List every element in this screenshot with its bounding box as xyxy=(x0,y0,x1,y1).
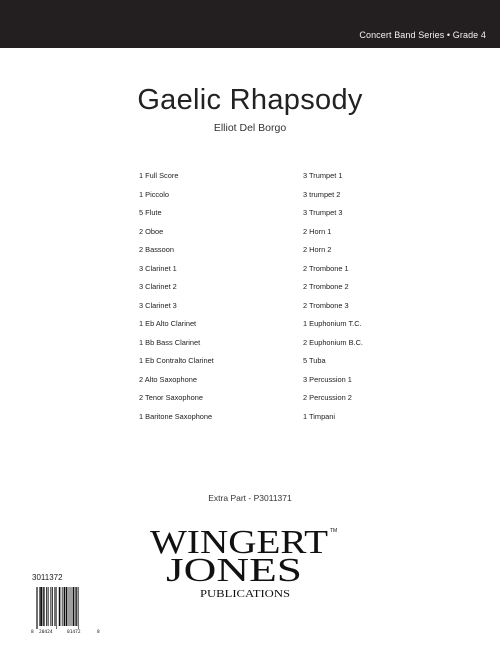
barcode-bar xyxy=(37,587,38,629)
header-bar xyxy=(0,0,500,48)
publisher-name-line1: WINGERT xyxy=(150,524,329,561)
publisher-name-line3: PUBLICATIONS xyxy=(200,589,290,600)
part-item: 2 Trombone 3 xyxy=(303,300,349,310)
barcode-bar xyxy=(46,587,47,626)
barcode-bar xyxy=(73,587,75,626)
barcode-bar xyxy=(56,587,57,629)
part-item: 2 Trombone 2 xyxy=(303,282,349,291)
part-item: 1 Bb Bass Clarinet xyxy=(139,337,201,347)
part-item: 3 Clarinet 1 xyxy=(139,263,177,273)
barcode-bar xyxy=(59,587,60,626)
barcode-digit-right: 8 xyxy=(97,630,100,635)
part-item: 5 Flute xyxy=(139,208,162,217)
barcode-bar xyxy=(61,587,62,626)
barcode-bar xyxy=(55,587,56,626)
part-item: 1 Euphonium T.C. xyxy=(303,319,362,328)
barcode-bar xyxy=(64,587,66,626)
barcode-bar xyxy=(75,587,76,626)
part-item: 3 Percussion 1 xyxy=(303,374,352,384)
trademark-mark: TM xyxy=(330,528,338,534)
barcode-bar xyxy=(50,587,51,626)
barcode-bar xyxy=(40,587,42,626)
part-item: 2 Alto Saxophone xyxy=(139,374,197,384)
catalog-number: 3011372 xyxy=(32,573,63,582)
part-item: 2 Oboe xyxy=(139,226,164,236)
part-item: 1 Full Score xyxy=(139,171,179,180)
publisher-name-line2: JONES xyxy=(166,552,302,589)
barcode-digits-group1: 20424 xyxy=(39,630,53,635)
part-item: 2 Euphonium B.C. xyxy=(303,337,363,347)
part-item: 2 Tenor Saxophone xyxy=(139,393,203,402)
barcode-digit-left: 8 xyxy=(31,630,34,635)
part-item: 2 Bassoon xyxy=(139,245,174,254)
barcode-bar xyxy=(66,587,67,626)
part-item: 2 Percussion 2 xyxy=(303,393,352,402)
instrumentation-left-column xyxy=(139,170,214,429)
part-item: 3 Clarinet 3 xyxy=(139,300,177,310)
barcode-bar xyxy=(78,587,79,629)
barcode-bar xyxy=(62,587,63,626)
barcode-bar xyxy=(48,587,49,626)
barcode-bar xyxy=(36,587,37,629)
part-item: 2 Trombone 1 xyxy=(303,263,349,273)
part-item: 3 Trumpet 1 xyxy=(303,171,343,180)
barcode-bar xyxy=(70,587,71,626)
part-item: 1 Piccolo xyxy=(139,189,169,199)
part-item: 1 Eb Contralto Clarinet xyxy=(139,356,214,365)
part-item: 3 Trumpet 3 xyxy=(303,208,343,217)
part-item: 5 Tuba xyxy=(303,356,326,365)
page-title: Gaelic Rhapsody xyxy=(137,84,363,116)
part-item: 1 Baritone Saxophone xyxy=(139,411,213,421)
part-item: 3 Clarinet 2 xyxy=(139,282,177,291)
part-item: 2 Horn 1 xyxy=(303,226,332,236)
publisher-logo xyxy=(150,522,350,602)
series-label: Concert Band Series • Grade 4 xyxy=(359,30,486,40)
barcode-bar xyxy=(71,587,72,626)
barcode xyxy=(30,585,102,635)
barcode-bar xyxy=(44,587,45,626)
barcode-bar xyxy=(54,587,55,626)
composer-name: Elliot Del Borgo xyxy=(213,122,287,134)
barcode-bar xyxy=(52,587,53,626)
part-item: 1 Eb Alto Clarinet xyxy=(139,319,197,328)
barcode-bar xyxy=(68,587,69,626)
part-item: 2 Horn 2 xyxy=(303,245,332,254)
extra-part-note: Extra Part - P3011371 xyxy=(208,493,292,503)
part-item: 3 trumpet 2 xyxy=(303,189,341,199)
instrumentation-right-column xyxy=(303,170,363,429)
barcode-bar xyxy=(43,587,44,626)
barcode-bar xyxy=(76,587,77,626)
part-item: 1 Timpani xyxy=(303,411,336,421)
barcode-bar xyxy=(39,587,40,626)
barcode-digits-group2: 01472 xyxy=(67,630,81,635)
